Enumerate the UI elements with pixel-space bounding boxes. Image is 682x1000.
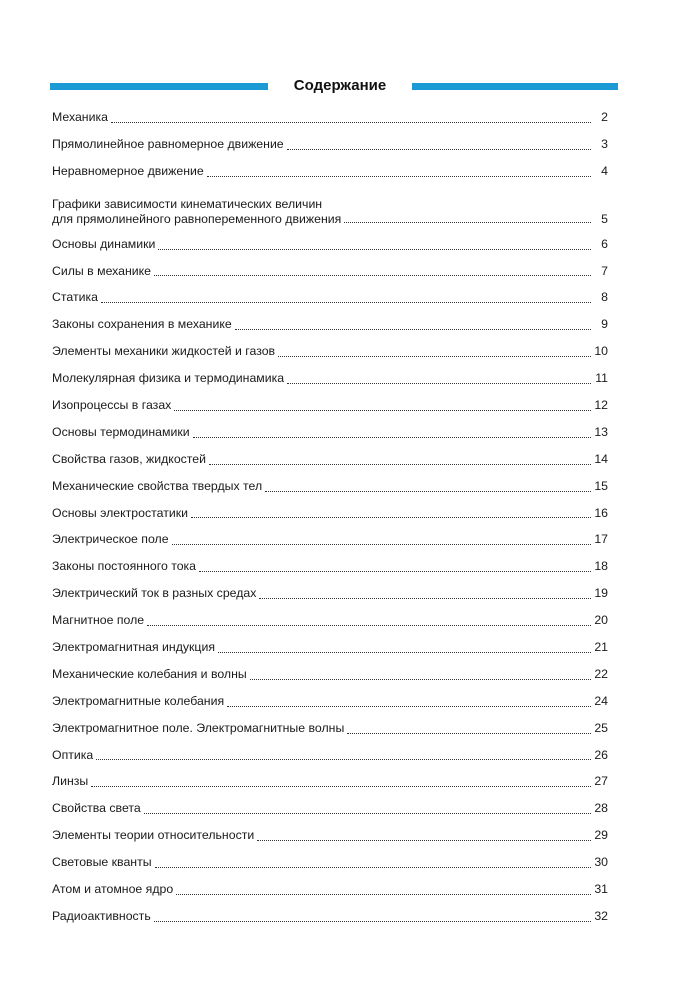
dot-leader [265,491,591,492]
toc-entry-page-number: 3 [601,136,608,151]
toc-entry-title-line: Атом и атомное ядро [52,881,174,896]
toc-entry-title [52,721,344,736]
toc-entry-title-line: Электрический ток в разных средах [52,586,257,601]
toc-entry-title-line: Свойства газов, жидкостей [52,451,207,466]
dot-leader [250,679,591,680]
toc-entry-page-number: 17 [594,532,608,547]
toc-entry-title [52,317,232,332]
toc-entry-title-line: для прямолинейного равнопеременного движения [52,211,342,226]
dot-leader [235,329,591,330]
toc-entry[interactable] [52,742,608,769]
toc-entry-page-number: 8 [601,290,608,305]
toc-entry-title [52,667,247,682]
toc-entry[interactable] [52,876,608,903]
dot-leader [176,894,591,895]
toc-entry-title [52,532,169,547]
toc-entry[interactable] [52,849,608,876]
dot-leader [259,598,591,599]
toc-entry-page-number: 4 [601,163,608,178]
toc-entry[interactable] [52,365,608,392]
toc-entry-title-line: Линзы [52,774,89,789]
toc-entry-page-number: 21 [594,639,608,654]
toc-entry[interactable] [52,580,608,607]
dot-leader [347,733,591,734]
toc-entry-title-line: Световые кванты [52,855,152,870]
toc-entry-title-line: Прямолинейное равномерное движение [52,136,284,151]
dot-leader [209,464,591,465]
dot-leader [144,813,591,814]
dot-leader [218,652,591,653]
dot-leader [278,356,591,357]
toc-entry-title-line: Радиоактивность [52,908,151,923]
toc-entry-page-number: 5 [601,211,608,226]
toc-entry[interactable] [52,446,608,473]
toc-entry-page-number: 22 [594,666,608,681]
toc-entry[interactable] [52,258,608,285]
toc-entry-title-line: Изопроцессы в газах [52,397,172,412]
dot-leader [207,176,591,177]
toc-entry-title [52,640,215,655]
toc-entry-page-number: 13 [594,424,608,439]
toc-entry-title [52,344,275,359]
toc-entry-title [52,290,98,305]
toc-entry-title [52,882,173,897]
toc-entry-page-number: 10 [594,344,608,359]
toc-entry-title [52,425,190,440]
toc-entry-title-line: Механические свойства твердых тел [52,478,263,493]
toc-entry-title-line: Основы электростатики [52,505,188,520]
toc-entry[interactable] [52,231,608,258]
toc-entry-page-number: 30 [594,855,608,870]
toc-header [50,77,618,95]
toc-entry-title-line: Законы постоянного тока [52,559,197,574]
toc-entry-page-number: 26 [594,747,608,762]
toc-entry-title-line: Электромагнитное поле. Электромагнитные волны [52,720,345,735]
table-of-contents [52,104,608,930]
toc-entry-title-line: Элементы механики жидкостей и газов [52,344,276,359]
page-title: Содержание [293,77,387,94]
toc-entry-page-number: 2 [601,109,608,124]
toc-entry-title [52,137,284,152]
toc-entry-title-line: Основы термодинамики [52,424,190,439]
toc-entry[interactable] [52,903,608,930]
toc-entry[interactable] [52,338,608,365]
toc-entry-page-number: 11 [595,371,608,386]
toc-entry-page-number: 29 [594,828,608,843]
toc-entry-title-line: Электромагнитная индукция [52,639,215,654]
dot-leader [147,625,591,626]
toc-entry-title [52,398,171,413]
dot-leader [287,383,591,384]
dot-leader [154,921,591,922]
toc-entry-title [52,264,151,279]
toc-entry[interactable] [52,526,608,553]
toc-entry[interactable] [52,822,608,849]
dot-leader [174,410,591,411]
toc-entry[interactable] [52,661,608,688]
toc-entry-title-line: Механика [52,109,108,124]
toc-entry[interactable] [52,715,608,742]
dot-leader [199,571,591,572]
dot-leader [172,544,591,545]
toc-entry-title-line: Магнитное поле [52,613,145,628]
dot-leader [257,840,591,841]
toc-entry-title [52,479,262,494]
toc-entry-title [52,855,152,870]
toc-entry[interactable] [52,284,608,311]
toc-entry[interactable] [52,392,608,419]
header-accent-bar-right [412,83,618,90]
toc-entry-page-number: 31 [594,881,608,896]
toc-entry-title [52,237,155,252]
toc-entry-page-number: 16 [594,505,608,520]
toc-entry-page-number: 24 [594,693,608,708]
toc-entry-title [52,613,144,628]
toc-entry-title [52,694,224,709]
dot-leader [101,302,591,303]
dot-leader [191,517,591,518]
toc-entry-title [52,748,93,763]
toc-entry-title [52,452,206,467]
toc-entry-title-line: Электромагнитные колебания [52,693,225,708]
toc-entry-page-number: 14 [594,451,608,466]
dot-leader [91,786,591,787]
toc-entry-title [52,164,204,179]
toc-entry-title-line: Статика [52,290,98,305]
toc-entry-title-line: Основы динамики [52,236,156,251]
header-accent-bar-left [50,83,268,90]
toc-entry[interactable] [52,795,608,822]
toc-entry[interactable] [52,311,608,338]
toc-entry-title [52,586,256,601]
toc-entry[interactable] [52,419,608,446]
toc-entry-page-number: 32 [594,908,608,923]
toc-entry-title-line: Электрическое поле [52,532,169,547]
toc-entry-title-line: Силы в механике [52,263,152,278]
toc-entry-page-number: 28 [594,801,608,816]
toc-entry-page-number: 19 [594,586,608,601]
toc-entry-page-number: 18 [594,559,608,574]
dot-leader [96,759,591,760]
toc-entry-title [52,909,151,924]
dot-leader [227,706,591,707]
toc-entry[interactable] [52,104,608,131]
toc-entry-title-line: Молекулярная физика и термодинамика [52,371,285,386]
toc-entry-title-line: Свойства света [52,801,141,816]
toc-entry-page-number: 15 [594,478,608,493]
toc-entry-title [52,801,141,816]
toc-entry[interactable] [52,607,608,634]
toc-entry-page-number: 7 [601,263,608,278]
toc-entry-title-line: Неравномерное движение [52,163,204,178]
toc-entry[interactable] [52,473,608,500]
toc-entry-title-line: Оптика [52,747,94,762]
toc-entry-title-line: Механические колебания и волны [52,666,247,681]
toc-entry-page-number: 6 [601,236,608,251]
dot-leader [155,867,591,868]
dot-leader [287,149,591,150]
toc-entry-title [52,197,341,227]
toc-entry-title [52,371,284,386]
toc-entry-title [52,110,108,125]
toc-entry[interactable] [52,185,608,231]
toc-entry-page-number: 25 [594,720,608,735]
toc-entry[interactable] [52,553,608,580]
toc-entry-page-number: 12 [594,397,608,412]
toc-entry[interactable] [52,500,608,527]
toc-entry-title [52,559,196,574]
toc-entry[interactable] [52,688,608,715]
dot-leader [111,122,591,123]
toc-entry-page-number: 9 [601,317,608,332]
dot-leader [344,222,591,223]
toc-entry-title [52,506,188,521]
toc-entry[interactable] [52,131,608,158]
toc-entry-title [52,828,254,843]
toc-entry[interactable] [52,158,608,185]
toc-entry-title-line: Элементы теории относительности [52,828,255,843]
toc-entry[interactable] [52,768,608,795]
dot-leader [154,275,591,276]
toc-entry-page-number: 27 [594,774,608,789]
dot-leader [158,249,591,250]
toc-entry-title-line: Законы сохранения в механике [52,317,232,332]
dot-leader [193,437,591,438]
toc-entry[interactable] [52,634,608,661]
toc-entry-title [52,774,88,789]
toc-entry-title-line: Графики зависимости кинематических величин [52,196,323,211]
toc-entry-page-number: 20 [594,613,608,628]
